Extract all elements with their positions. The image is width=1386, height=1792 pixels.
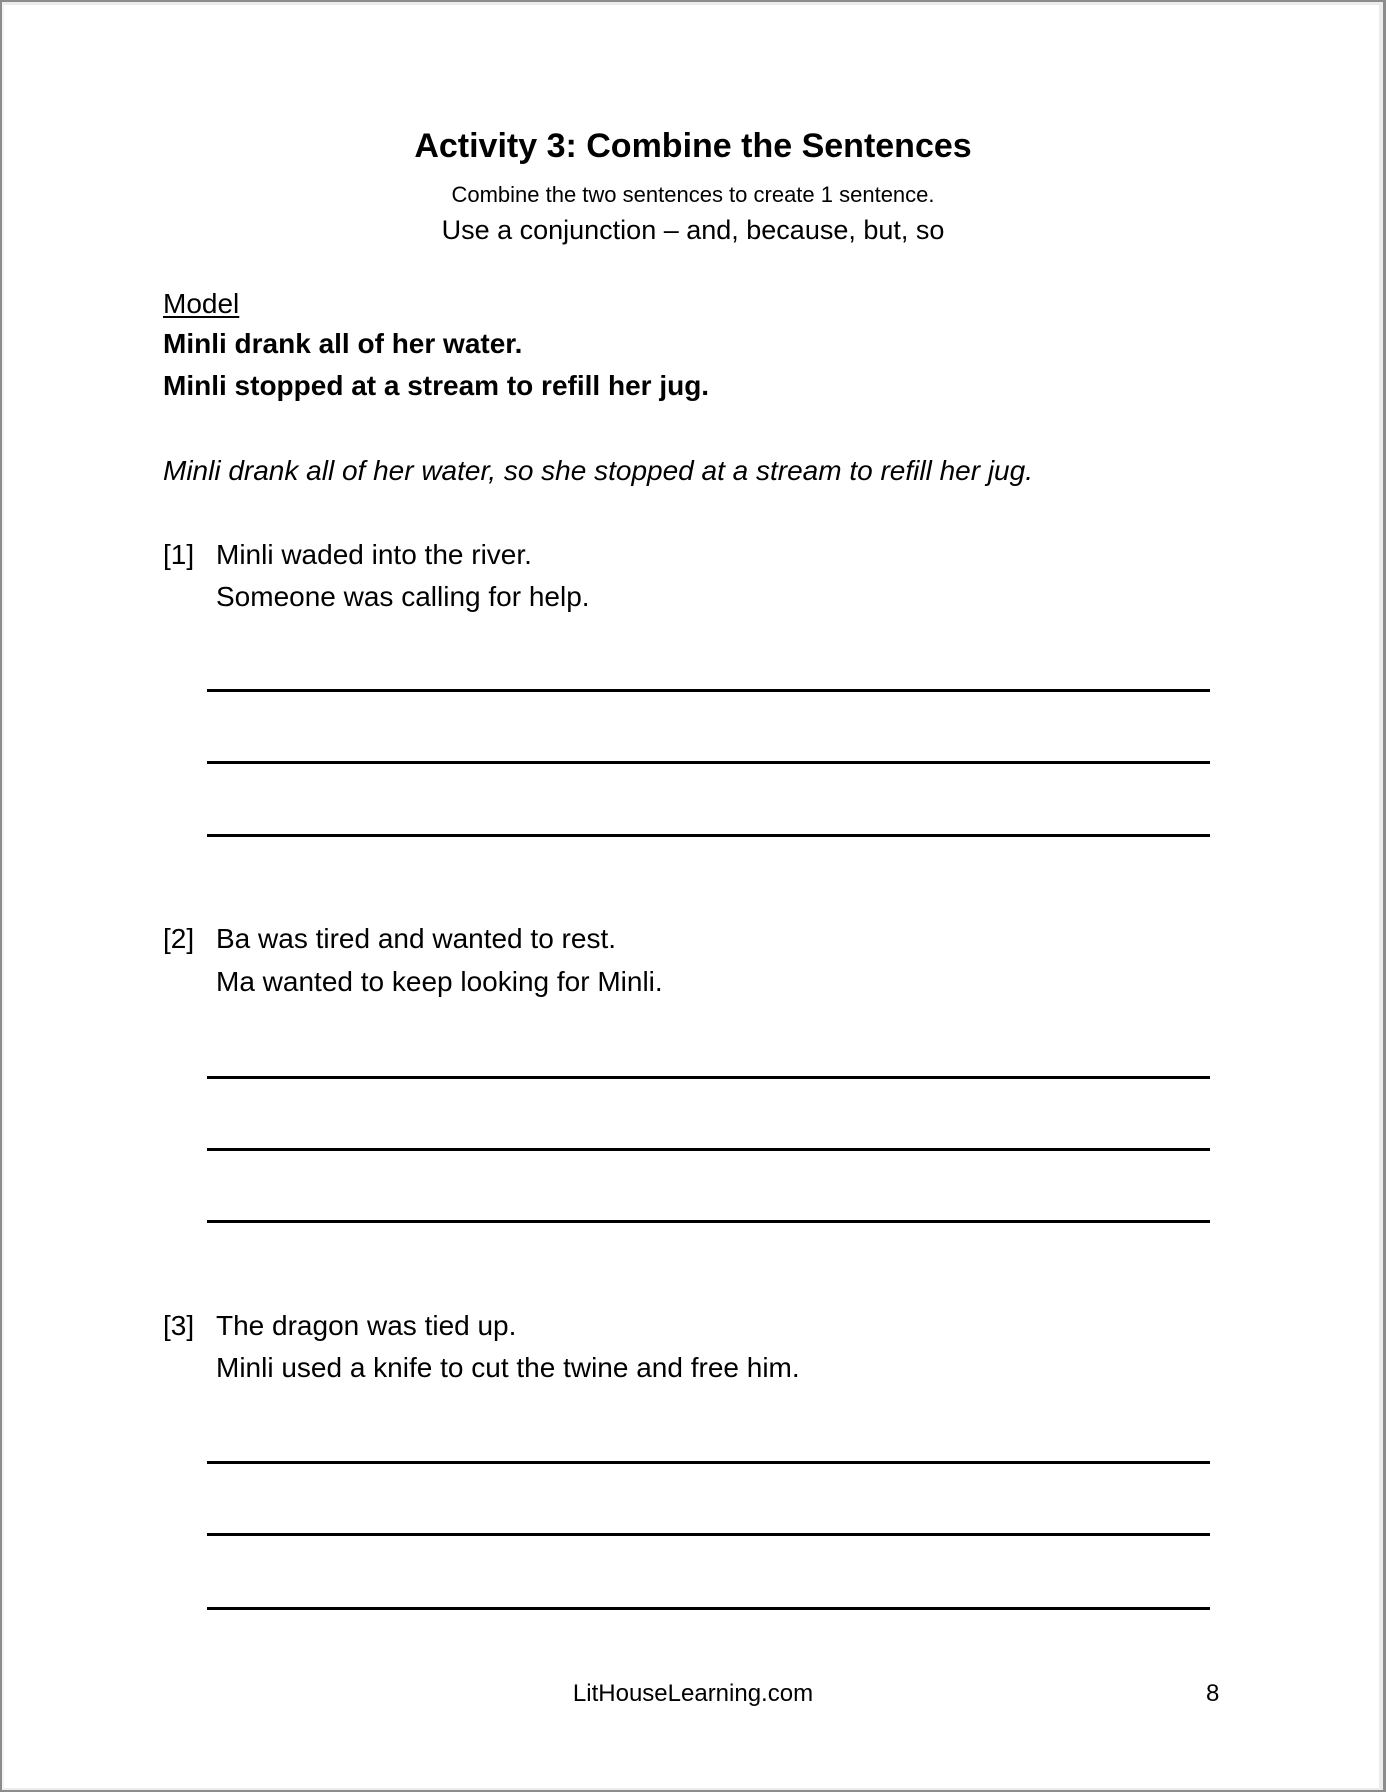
model-combined-sentence: Minli drank all of her water, so she stopped at a stream to refill her jug. xyxy=(163,455,1033,486)
model-heading: Model xyxy=(163,288,240,319)
worksheet-page xyxy=(2,2,1383,1790)
answer-line-3[interactable] xyxy=(207,1220,1210,1223)
question-sentence-1: The dragon was tied up. xyxy=(216,1310,517,1341)
model-sentence-1: Minli drank all of her water. xyxy=(163,328,523,359)
question-sentence-1: Minli waded into the river. xyxy=(216,539,532,570)
page-title: Activity 3: Combine the Sentences xyxy=(414,127,972,165)
answer-line-2[interactable] xyxy=(207,1533,1210,1536)
page-number: 8 xyxy=(1206,1680,1220,1707)
model-sentence-2: Minli stopped at a stream to refill her jug. xyxy=(163,370,710,401)
question-number: [3] xyxy=(163,1310,195,1341)
question-number: [1] xyxy=(163,539,195,570)
question-sentence-2: Ma wanted to keep looking for Minli. xyxy=(216,966,663,997)
answer-line-3[interactable] xyxy=(207,834,1210,837)
footer-website: LitHouseLearning.com xyxy=(572,1680,814,1707)
instruction-text: Combine the two sentences to create 1 sentence. xyxy=(451,182,935,207)
answer-line-3[interactable] xyxy=(207,1607,1210,1610)
answer-line-1[interactable] xyxy=(207,1461,1210,1464)
question-sentence-2: Someone was calling for help. xyxy=(216,581,590,612)
answer-line-2[interactable] xyxy=(207,1148,1210,1151)
question-number: [2] xyxy=(163,923,195,954)
conjunction-instruction: Use a conjunction – and, because, but, so xyxy=(441,215,945,245)
answer-line-1[interactable] xyxy=(207,1076,1210,1079)
question-sentence-1: Ba was tired and wanted to rest. xyxy=(216,923,616,954)
answer-line-2[interactable] xyxy=(207,761,1210,764)
answer-line-1[interactable] xyxy=(207,689,1210,692)
question-sentence-2: Minli used a knife to cut the twine and free him. xyxy=(216,1352,800,1383)
